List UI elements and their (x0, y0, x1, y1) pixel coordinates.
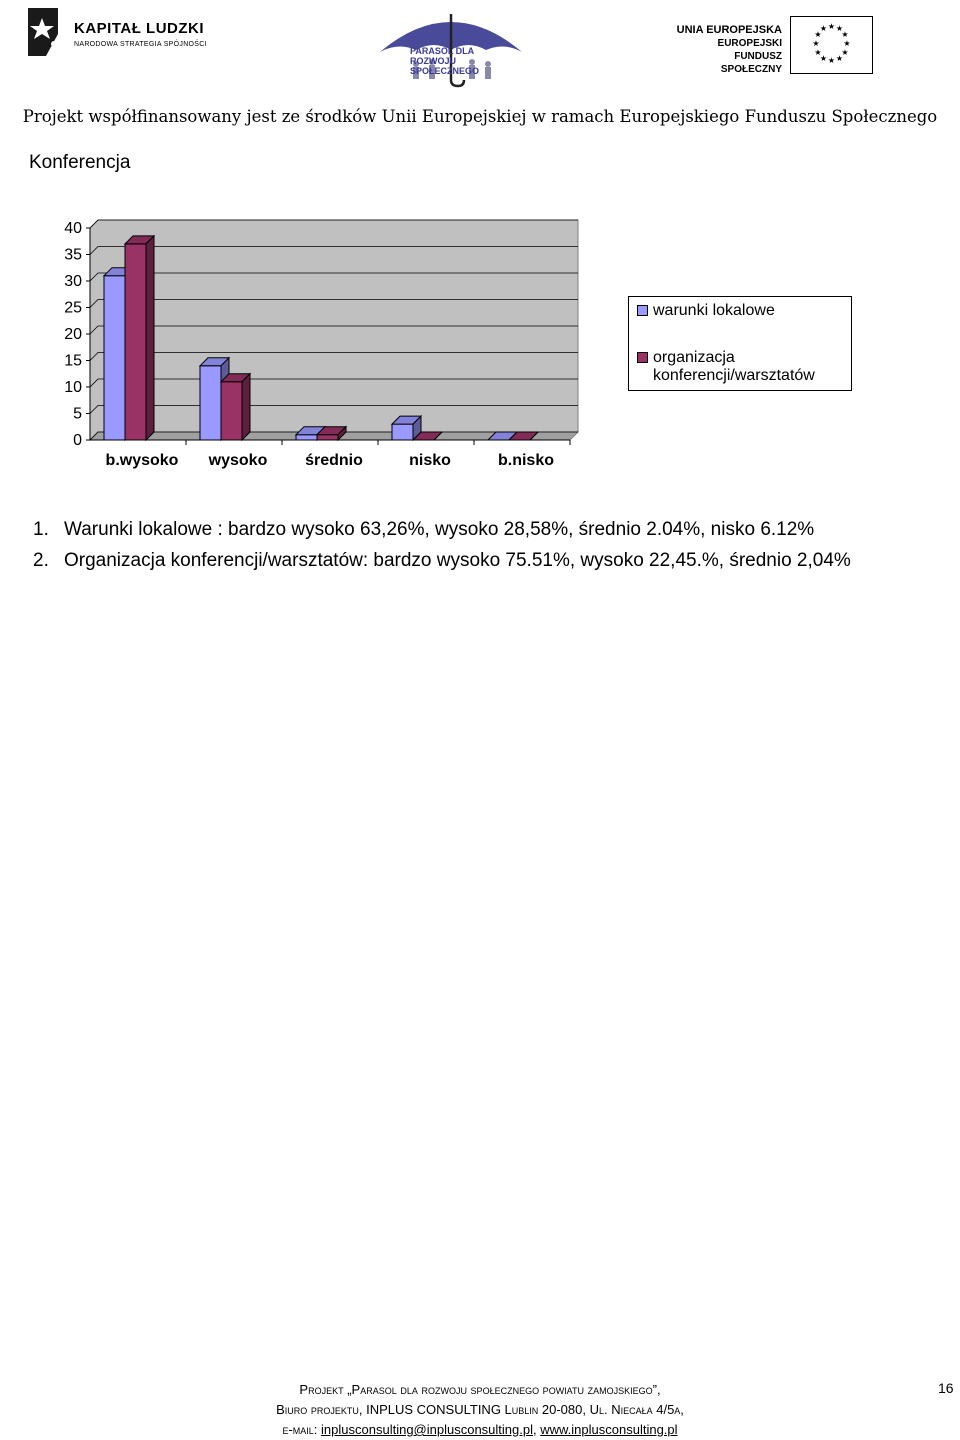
result-text: Organizacja konferencji/warsztatów: bardzo wysoko 75.51%, wysoko 22,45.%, średnio 2,04% (64, 550, 851, 571)
eu-line-1: UNIA EUROPEJSKA (676, 24, 782, 36)
result-number: 2. (33, 550, 49, 571)
svg-text:★: ★ (827, 22, 836, 31)
eu-line-2: EUROPEJSKI (717, 38, 782, 49)
kapital-ludzki-subtitle: NARODOWA STRATEGIA SPÓJNOŚCI (74, 41, 207, 48)
svg-text:★: ★ (841, 48, 849, 57)
y-tick-label: 30 (64, 273, 82, 290)
page-number: 16 (938, 1380, 954, 1396)
legend-label-series-1: warunki lokalowe (653, 302, 775, 319)
chart-legend (628, 296, 852, 391)
y-tick-label: 15 (64, 352, 82, 370)
cofinance-statement: Projekt współfinansowany jest ze środków Unii Europejskiej w ramach Europejskiego Funduszu Społecznego (22, 107, 938, 126)
footer-separator: , (532, 1422, 537, 1437)
svg-text:★: ★ (814, 48, 822, 57)
footer-email-label: e-mail: (282, 1422, 318, 1437)
bar-chart (50, 214, 590, 484)
page-footer (0, 1380, 960, 1440)
y-tick-label: 10 (64, 379, 82, 396)
page-header (0, 0, 960, 100)
eu-logo-text (672, 24, 782, 76)
svg-text:★: ★ (819, 24, 828, 33)
x-tick-label: wysoko (208, 452, 268, 469)
x-tick-label: b.wysoko (105, 452, 179, 469)
svg-text:★: ★ (827, 56, 836, 65)
y-tick-label: 0 (73, 432, 82, 449)
chart-back-wall (90, 220, 578, 440)
bar (200, 366, 221, 440)
y-tick-label: 20 (64, 326, 82, 343)
result-item (33, 514, 851, 545)
footer-email-link[interactable]: inplusconsulting@inplusconsulting.pl (321, 1422, 533, 1437)
bar (104, 276, 125, 440)
svg-text:★: ★ (819, 54, 828, 63)
result-item (33, 545, 851, 576)
x-tick-label: średnio (305, 452, 363, 469)
bar-side (242, 374, 250, 440)
svg-text:★: ★ (835, 24, 844, 33)
results-list (33, 514, 851, 576)
x-tick-label: nisko (409, 452, 451, 469)
bar (221, 382, 242, 440)
bar-side (146, 236, 154, 440)
legend-label-series-2: organizacja konferencji/warsztatów (653, 349, 815, 384)
svg-text:★: ★ (841, 30, 849, 39)
kapital-ludzki-title: KAPITAŁ LUDZKI (74, 20, 205, 37)
svg-text:★: ★ (812, 39, 820, 48)
x-tick-label: b.nisko (497, 452, 555, 469)
eu-flag-icon (790, 16, 873, 74)
footer-contact-line (0, 1420, 960, 1440)
y-tick-label: 25 (64, 299, 82, 317)
footer-project-line: Projekt „Parasol dla rozwoju społecznego powiatu zamojskiego”, (299, 1382, 661, 1397)
svg-text:★: ★ (814, 30, 822, 39)
svg-text:★: ★ (835, 54, 844, 63)
footer-website-link[interactable]: www.inplusconsulting.pl (540, 1422, 678, 1437)
legend-swatch-series-1 (637, 305, 648, 316)
bar (317, 435, 338, 440)
kapital-ludzki-star-icon (24, 4, 74, 60)
result-number: 1. (33, 519, 49, 540)
parasol-logo-text: PARASOL DLA ROZWOJU SPOŁECZNEGO (410, 46, 480, 76)
y-tick-label: 40 (64, 220, 82, 237)
legend-swatch-series-2 (637, 352, 648, 363)
bar (296, 435, 317, 440)
bar (125, 244, 146, 440)
eu-line-3: FUNDUSZ SPOŁECZNY (720, 51, 782, 75)
result-text: Warunki lokalowe : bardzo wysoko 63,26%, wysoko 28,58%, średnio 2.04%, nisko 6.12% (64, 519, 815, 540)
kapital-ludzki-logo (24, 4, 214, 60)
svg-text:★: ★ (843, 39, 851, 48)
y-tick-label: 5 (73, 405, 82, 423)
section-title: Konferencja (29, 152, 131, 173)
footer-office-line: Biuro projektu, INPLUS CONSULTING Lublin 20-080, Ul. Niecała 4/5a, (276, 1402, 684, 1417)
bar (392, 424, 413, 440)
y-tick-label: 35 (64, 246, 82, 264)
